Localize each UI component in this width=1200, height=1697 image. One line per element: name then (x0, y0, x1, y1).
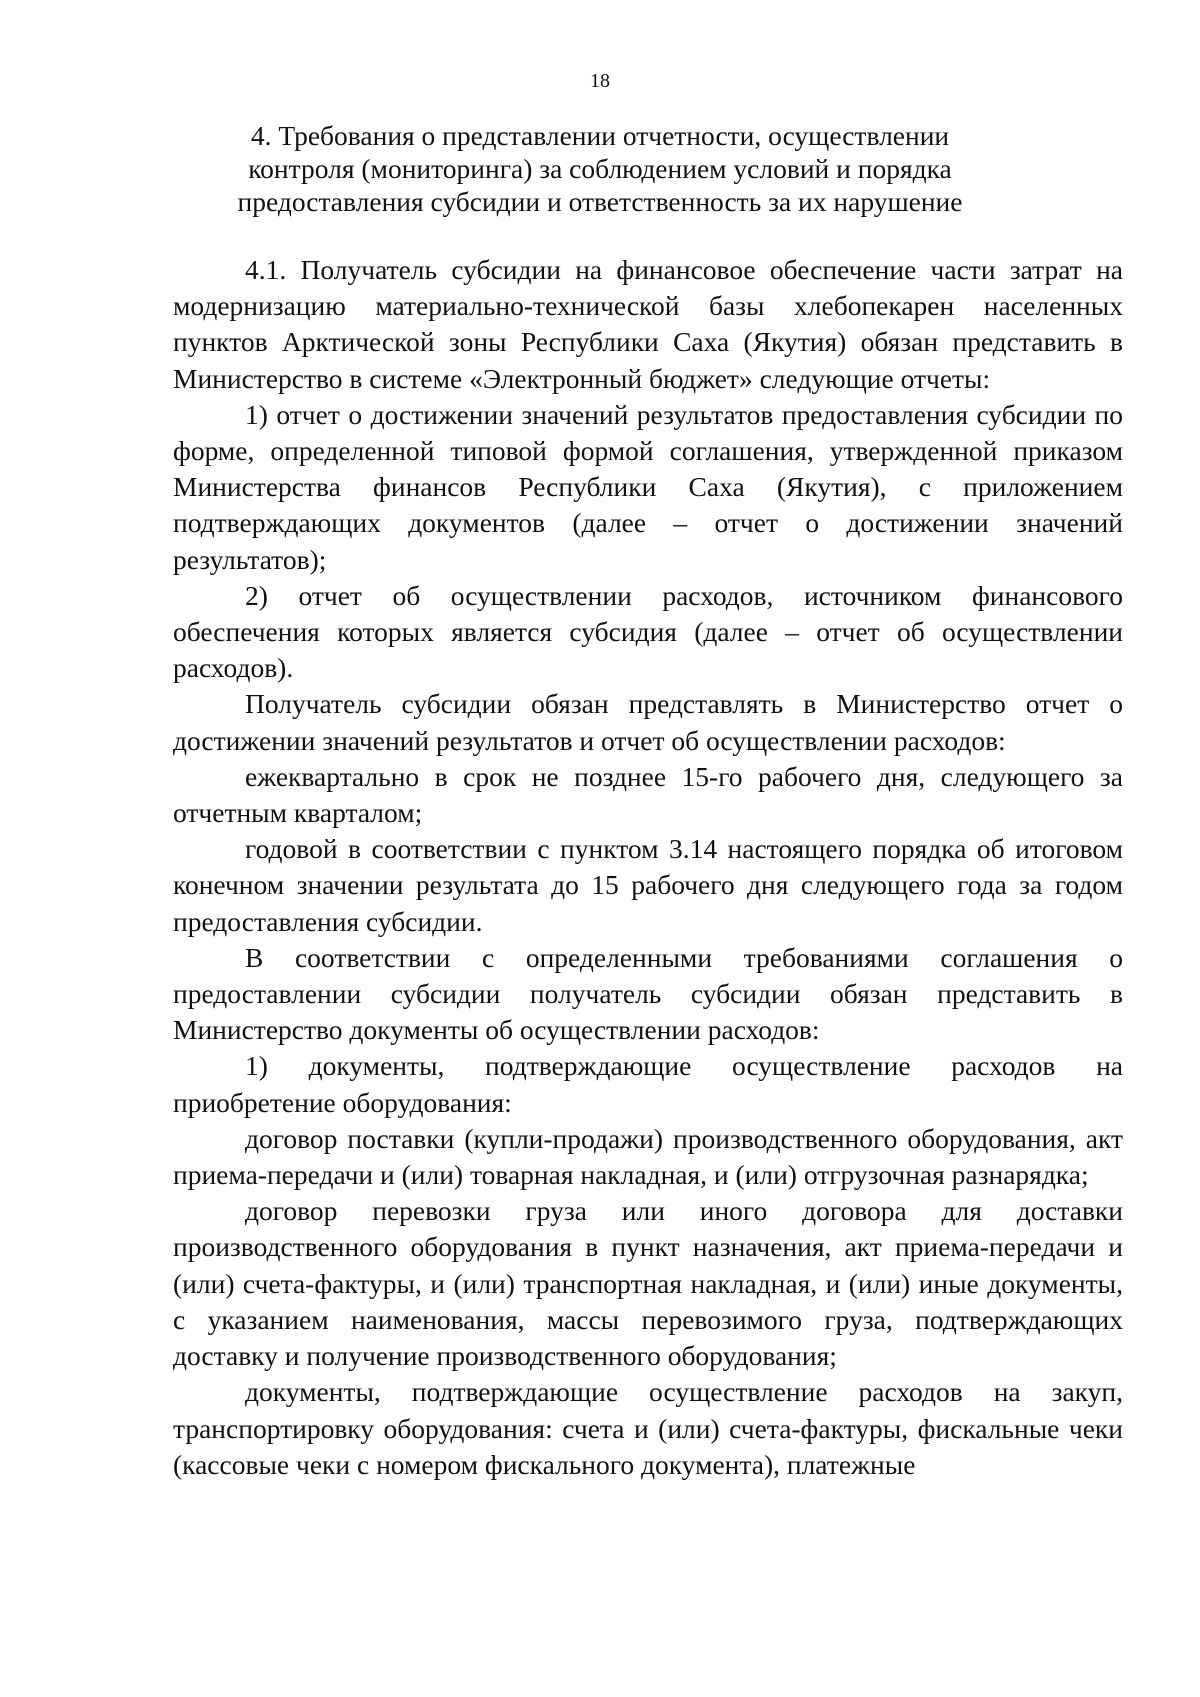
paragraph-submission-obligation: Получатель субсидии обязан представлять в Министерство отчет о достижении значений результатов и отчет об осуществлении расходов: (173, 688, 1123, 756)
paragraph-agreement-requirements: В соответствии с определенными требованиями соглашения о предоставлении субсидии получатель субсидии обязан представить в Министерство документы об осуществлении расходов: (173, 941, 1123, 1046)
paragraph-quarterly: ежеквартально в срок не позднее 15-го рабочего дня, следующего за отчетным кварталом; (173, 760, 1123, 829)
section-heading-line: предоставления субсидии и ответственность за их нарушение (237, 186, 963, 217)
section-heading-line: контроля (мониторинга) за соблюдением условий и порядка (248, 153, 952, 184)
paragraph-transport-contract: договор перевозки груза или иного договора для доставки производственного оборудования в пункт назначения, акт приема-передачи и (или) счета-фактуры, и (или) транспортная накладная, и (или) иные документы, с указанием наименования, массы перевозимого груза, подтверждающих доставку и получение производственного оборудования; (173, 1195, 1123, 1372)
paragraph-equipment-documents: 1) документы, подтверждающие осуществление расходов на приобретение оборудования: (173, 1050, 1123, 1118)
paragraph-report-expenses: 2) отчет об осуществлении расходов, источником финансового обеспечения которых является субсидия (далее – отчет об осуществлении расходов). (173, 579, 1123, 684)
paragraph-4-1-intro: 4.1. Получатель субсидии на финансовое обеспечение части затрат на модернизацию материально-технической базы хлебопекарен населенных пунктов Арктической зоны Республики Саха (Якутия) обязан представить в Министерство в системе «Электронный бюджет» следующие отчеты: (173, 254, 1123, 394)
document-body (173, 252, 1123, 1483)
paragraph-annual: годовой в соответствии с пунктом 3.14 настоящего порядка об итоговом конечном значении результата до 15 рабочего дня следующего года за годом предоставления субсидии. (173, 833, 1123, 937)
paragraph-purchase-documents: документы, подтверждающие осуществление расходов на закуп, транспортировку оборудования: счета и (или) счета-фактуры, фискальные чеки (кассовые чеки с номером фискального документа), платежные (173, 1376, 1123, 1480)
page-number: 18 (590, 70, 610, 92)
paragraph-report-results: 1) отчет о достижении значений результатов предоставления субсидии по форме, определенной типовой формой соглашения, утвержденной приказом Министерства финансов Республики Саха (Якутия), с приложением подтверждающих документов (далее – отчет о достижении значений результатов); (173, 398, 1123, 575)
paragraph-supply-contract: договор поставки (купли-продажи) производственного оборудования, акт приема-передачи и (или) товарная накладная, и (или) отгрузочная разнарядка; (173, 1122, 1123, 1191)
section-heading (200, 119, 1000, 218)
section-heading-line: 4. Требования о представлении отчетности, осуществлении (250, 120, 950, 151)
